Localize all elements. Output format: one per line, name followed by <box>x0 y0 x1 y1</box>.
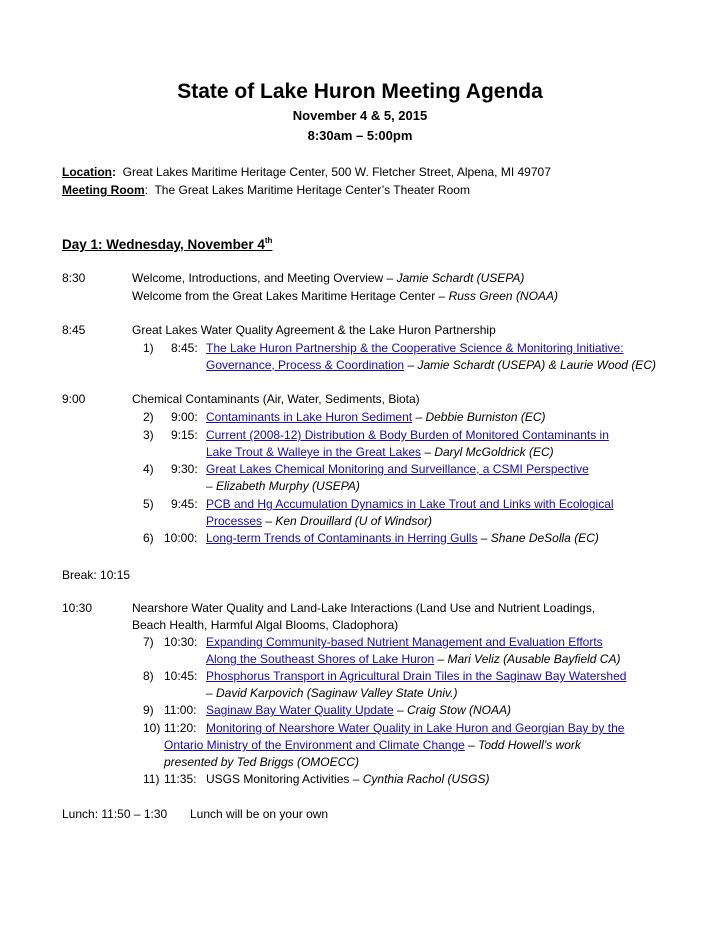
item-time: 9:45: <box>171 497 198 511</box>
agenda-line <box>206 340 624 356</box>
agenda-line <box>206 668 626 684</box>
agenda-line <box>164 737 581 753</box>
time-845: 8:45 <box>62 323 86 337</box>
talk-link[interactable]: Lake Trout & Walleye in the Great Lakes <box>206 445 421 459</box>
speaker: Jamie Schardt (USEPA) & Laurie Wood (EC) <box>417 358 656 372</box>
item-number: 4) <box>143 462 154 476</box>
page-title: State of Lake Huron Meeting Agenda <box>177 80 543 103</box>
session-title: Great Lakes Water Quality Agreement & the Lake Huron Partnership <box>132 323 496 337</box>
agenda-line <box>206 530 599 546</box>
item-time: 9:15: <box>171 428 198 442</box>
meeting-dates: November 4 & 5, 2015 <box>292 108 428 123</box>
agenda-line <box>206 634 603 650</box>
talk-link[interactable]: Expanding Community-based Nutrient Management and Evaluation Efforts <box>206 635 603 649</box>
agenda-line <box>206 496 614 512</box>
session-title: Nearshore Water Quality and Land-Lake Interactions (Land Use and Nutrient Loadings, <box>132 601 596 615</box>
item-time: 8:45: <box>171 341 198 355</box>
agenda-line <box>206 513 432 529</box>
meeting-hours: 8:30am – 5:00pm <box>307 128 413 143</box>
item-number: 1) <box>143 341 154 355</box>
welcome-text: Welcome, Introductions, and Meeting Overview – <box>132 271 397 285</box>
dash: – <box>421 445 435 459</box>
speaker: Craig Stow (NOAA) <box>407 703 512 717</box>
agenda-line <box>206 357 656 373</box>
agenda-line <box>132 270 524 286</box>
room-line: Meeting Room: The Great Lakes Maritime Heritage Center’s Theater Room <box>62 183 470 197</box>
agenda-line <box>132 288 558 304</box>
item-number: 7) <box>143 635 154 649</box>
speaker: Shane DeSolla (EC) <box>490 531 599 545</box>
item-time: 10:00: <box>164 531 198 545</box>
speaker: Todd Howell’s work <box>478 738 581 752</box>
speaker: Mari Veliz (Ausable Bayfield CA) <box>447 652 621 666</box>
item-time: 11:20: <box>164 721 197 735</box>
talk-link[interactable]: Monitoring of Nearshore Water Quality in Lake Huron and Georgian Bay by the <box>206 721 625 735</box>
dash: – <box>434 652 448 666</box>
day1-sup: th <box>264 236 273 245</box>
item-time: 11:00: <box>164 703 197 717</box>
day1-title: Day 1: Wednesday, November 4 <box>62 237 265 252</box>
speaker: Russ Green (NOAA) <box>448 289 558 303</box>
welcome-text: Welcome from the Great Lakes Maritime Heritage Center – <box>132 289 449 303</box>
agenda-line <box>206 427 609 443</box>
agenda-line <box>206 444 554 460</box>
day1-heading <box>62 232 272 254</box>
talk-link[interactable]: Governance, Process & Coordination <box>206 358 405 372</box>
speaker: Cynthia Rachol (USGS) <box>362 772 490 786</box>
agenda-line <box>206 461 589 477</box>
time-900: 9:00 <box>62 392 86 406</box>
talk-link[interactable]: PCB and Hg Accumulation Dynamics in Lake Trout and Links with Ecological <box>206 497 614 511</box>
location-text: Great Lakes Maritime Heritage Center, 500 W. Fletcher Street, Alpena, MI 49707 <box>122 165 551 179</box>
session-title: Beach Health, Harmful Algal Blooms, Cladophora) <box>132 618 399 632</box>
talk-link[interactable]: Along the Southeast Shores of Lake Huron <box>206 652 435 666</box>
item-number: 5) <box>143 497 154 511</box>
item-number: 9) <box>143 703 154 717</box>
talk-link[interactable]: Current (2008-12) Distribution & Body Burden of Monitored Contaminants in <box>206 428 609 442</box>
speaker: presented by Ted Briggs (OMOECC) <box>164 755 359 769</box>
speaker: Daryl McGoldrick (EC) <box>434 445 554 459</box>
lunch-time: Lunch: 11:50 – 1:30 <box>62 807 168 821</box>
dash: – <box>404 358 418 372</box>
agenda-line <box>206 651 620 667</box>
item-number: 2) <box>143 410 154 424</box>
talk-link[interactable]: Long-term Trends of Contaminants in Herring Gulls <box>206 531 478 545</box>
item-number: 6) <box>143 531 154 545</box>
talk-text: USGS Monitoring Activities – <box>206 772 363 786</box>
dash: – <box>464 738 479 752</box>
item-number: 3) <box>143 428 154 442</box>
item-time: 10:45: <box>164 669 198 683</box>
talk-link[interactable]: Processes <box>206 514 263 528</box>
talk-link[interactable]: Contaminants in Lake Huron Sediment <box>206 410 413 424</box>
speaker: Debbie Burniston (EC) <box>425 410 546 424</box>
agenda-line <box>206 720 624 736</box>
speaker: – Elizabeth Murphy (USEPA) <box>206 479 360 493</box>
item-number: 11) <box>143 772 160 786</box>
agenda-line <box>206 771 489 787</box>
speaker: Ken Drouillard (U of Windsor) <box>275 514 432 528</box>
speaker: – David Karpovich (Saginaw Valley State Univ.) <box>206 686 458 700</box>
lunch-text: Lunch will be on your own <box>190 807 329 821</box>
talk-link[interactable]: Saginaw Bay Water Quality Update <box>206 703 394 717</box>
talk-link[interactable]: Ontario Ministry of the Environment and Climate Change <box>164 738 465 752</box>
talk-link[interactable]: The Lake Huron Partnership & the Cooperative Science & Monitoring Initiative: <box>206 341 624 355</box>
item-time: 9:30: <box>171 462 198 476</box>
item-time: 10:30: <box>164 635 198 649</box>
dash: – <box>412 410 426 424</box>
time-1030: 10:30 <box>62 601 93 615</box>
item-number: 8) <box>143 669 154 683</box>
room-text: The Great Lakes Maritime Heritage Center’s Theater Room <box>154 183 470 197</box>
room-label: Meeting Room <box>62 183 145 197</box>
location-label: Location <box>62 165 112 179</box>
speaker: Jamie Schardt (USEPA) <box>396 271 525 285</box>
dash: – <box>393 703 407 717</box>
session-title: Chemical Contaminants (Air, Water, Sediments, Biota) <box>132 392 420 406</box>
dash: – <box>262 514 276 528</box>
item-number: 10) <box>143 721 161 735</box>
agenda-line <box>206 702 511 718</box>
location-line: Location: Great Lakes Maritime Heritage Center, 500 W. Fletcher Street, Alpena, MI 49707 <box>62 165 551 179</box>
item-time: 9:00: <box>171 410 198 424</box>
dash: – <box>477 531 491 545</box>
talk-link[interactable]: Great Lakes Chemical Monitoring and Surveillance, a CSMI Perspective <box>206 462 589 476</box>
break-line: Break: 10:15 <box>62 568 131 582</box>
time-830: 8:30 <box>62 271 86 285</box>
talk-link[interactable]: Phosphorus Transport in Agricultural Drain Tiles in the Saginaw Bay Watershed <box>206 669 627 683</box>
item-time: 11:35: <box>164 772 197 786</box>
agenda-line <box>206 409 546 425</box>
